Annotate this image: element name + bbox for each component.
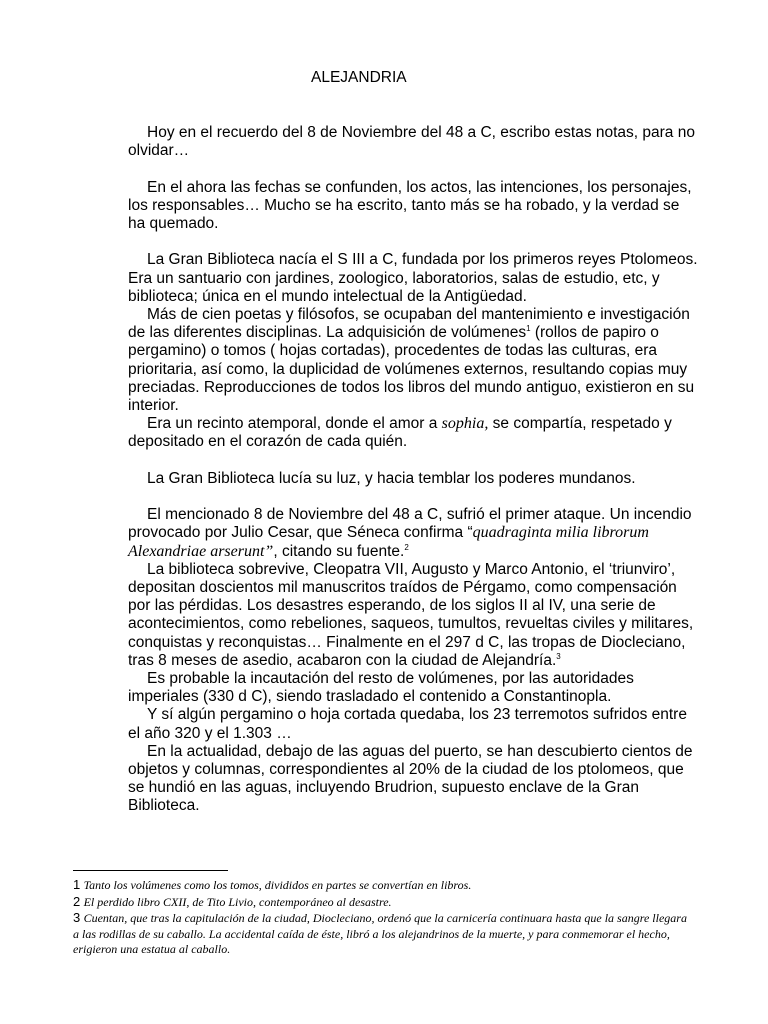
paragraph-text: (rollos de papiro o pergamino) o tomos ( hojas cortadas), procedentes de todas las culturas, era prioritaria, así como, la duplicidad de volúmenes externos, resultando copias muy preciadas. Reproducciones de todos los libros del mundo antiguo, existieron en su interior. <box>128 324 695 415</box>
paragraph <box>128 670 700 706</box>
paragraph-text: En el ahora las fechas se confunden, los actos, las intenciones, los personajes, los responsables… Mucho se ha escrito, tanto más se ha robado, y la verdad se ha quemado. <box>128 178 692 232</box>
paragraph-text: Hoy en el recuerdo del 8 de Noviembre del 48 a C, escribo estas notas, para no olvidar… <box>128 124 695 160</box>
footnote-ref: 3 <box>556 651 561 661</box>
paragraph <box>128 124 700 160</box>
paragraph <box>128 251 700 306</box>
document-body <box>128 124 700 816</box>
footnote-separator <box>73 870 228 871</box>
paragraph-text: Y sí algún pergamino o hoja cortada quedaba, los 23 terremotos sufridos entre el año 320 y el 1.303 … <box>128 706 687 742</box>
footnote <box>73 910 695 958</box>
paragraph-text: se compartía, respetado y depositado en el corazón de cada quién. <box>128 415 672 451</box>
italic-text: sophia, <box>441 415 489 433</box>
footnote-number: 2 <box>73 893 81 909</box>
paragraph <box>128 415 700 451</box>
paragraph <box>128 179 700 234</box>
paragraph-text: Es probable la incautación del resto de volúmenes, por las autoridades imperiales (330 d C), siendo trasladado el contenido a Constantinopla. <box>128 670 634 706</box>
footnote-ref: 2 <box>404 542 409 552</box>
footnote-number: 1 <box>73 877 81 892</box>
paragraph <box>128 470 700 488</box>
paragraph <box>128 506 700 561</box>
footnote-text: Cuentan, que tras la capitulación de la ciudad, Diocleciano, ordenó que la carnicería continuara hasta que la sangre llegara a las rodillas de su caballo. La accidental caída de éste, libró a los alejandrinos de la muerte, y para conmemorar el hecho, erigieron una estatua al caballo. <box>73 911 687 957</box>
paragraph <box>128 561 700 670</box>
footnote-text: El perdido libro CXII, de Tito Livio, contemporáneo al desastre. <box>83 894 392 909</box>
footnotes <box>73 877 695 958</box>
paragraph <box>128 306 700 415</box>
paragraph-text: En la actualidad, debajo de las aguas del puerto, se han descubierto cientos de objetos y columnas, correspondientes al 20% de la ciudad de los ptolomeos, que se hundió en las aguas, incluyendo Brudrion, supuesto enclave de la Gran Biblioteca. <box>128 742 693 815</box>
paragraph <box>128 743 700 816</box>
paragraph-text: Era un recinto atemporal, donde el amor a <box>147 415 442 433</box>
paragraph-text: La biblioteca sobrevive, Cleopatra VII, Augusto y Marco Antonio, el ‘triunviro’, depositan doscientos mil manuscritos traídos de Pérgamo, como compensación por las pérdidas. Los desastres esperando, de los siglos II al IV, una serie de acontecimientos, como rebeliones, saqueos, tumultos, revueltas civiles y militares, conquistas y reconquistas… Finalmente en el 297 d C, las tropas de Diocleciano, tras 8 meses de asedio, acabaron con la ciudad de Alejandría. <box>128 560 694 669</box>
footnote-number: 3 <box>73 910 81 926</box>
footnote-text: Tanto los volúmenes como los tomos, divididos en partes se convertían en libros. <box>83 878 472 892</box>
paragraph-text: , citando su fuente. <box>273 542 405 560</box>
italic-quote: quadraginta milia librorum Alexandriae arserunt” <box>128 524 649 560</box>
paragraph-text: Más de cien poetas y filósofos, se ocupaban del mantenimiento e investigación de las diferentes disciplinas. La adquisición de volúmenes <box>128 306 690 342</box>
paragraph-text: La Gran Biblioteca nacía el S III a C, fundada por los primeros reyes Ptolomeos. Era un santuario con jardines, zoologico, laboratorios, salas de estudio, etc, y biblioteca; única en el mundo intelectual de la Antigüedad. <box>128 251 698 305</box>
page-title: ALEJANDRIA <box>311 69 407 86</box>
footnote <box>73 877 695 894</box>
footnote-ref: 1 <box>526 324 531 334</box>
footnote <box>73 894 695 911</box>
paragraph-text: El mencionado 8 de Noviembre del 48 a C, sufrió el primer ataque. Un incendio provocado por Julio Cesar, que Séneca confirma “ <box>128 506 692 542</box>
paragraph-text: La Gran Biblioteca lucía su luz, y hacia temblar los poderes mundanos. <box>147 469 636 487</box>
paragraph <box>128 706 700 742</box>
